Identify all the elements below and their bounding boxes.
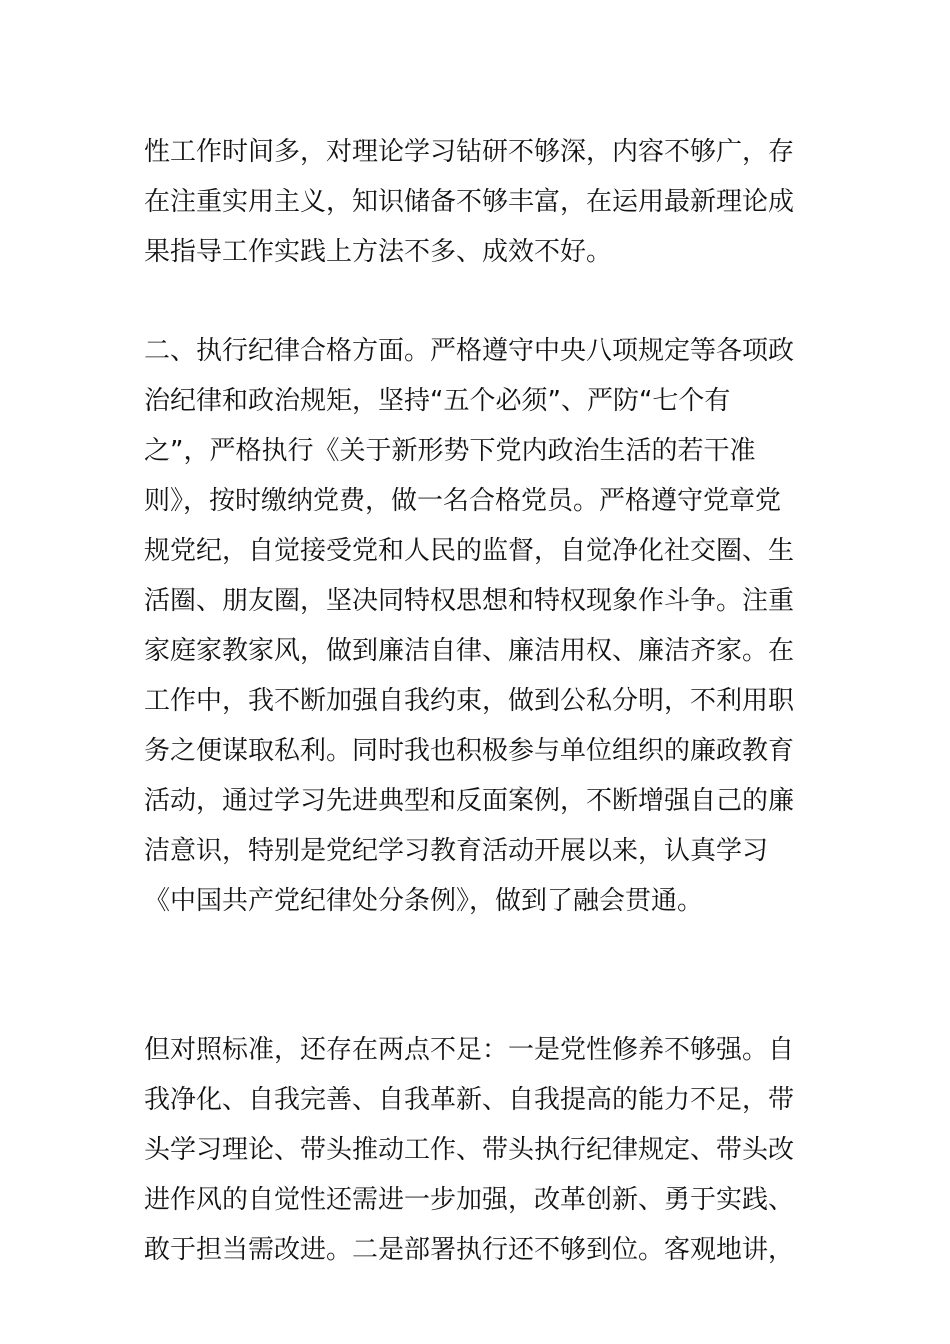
paragraph-line: 《中国共产党纪律处分条例》，做到了融会贯通。 (144, 886, 704, 916)
paragraph-line: 规党纪，自觉接受党和人民的监督，自觉净化社交圈、生 (144, 536, 795, 566)
paragraph-line: 家庭家教家风，做到廉洁自律、廉洁用权、廉洁齐家。在 (144, 636, 795, 666)
paragraph-line: 性工作时间多，对理论学习钻研不够深，内容不够广，存 (144, 137, 795, 167)
paragraph-line: 但对照标准，还存在两点不足：一是党性修养不够强。自 (144, 1035, 795, 1065)
paragraph-line: 工作中，我不断加强自我约束，做到公私分明，不利用职 (144, 686, 795, 716)
paragraph-2 (144, 326, 824, 926)
paragraph-line: 我净化、自我完善、自我革新、自我提高的能力不足，带 (144, 1085, 795, 1115)
paragraph-3 (144, 1025, 824, 1275)
paragraph-line: 务之便谋取私利。同时我也积极参与单位组织的廉政教育 (144, 736, 795, 766)
paragraph-line: 进作风的自觉性还需进一步加强，改革创新、勇于实践、 (144, 1185, 795, 1215)
paragraph-line: 洁意识，特别是党纪学习教育活动开展以来，认真学习 (144, 836, 769, 866)
paragraph-line: 头学习理论、带头推动工作、带头执行纪律规定、带头改 (144, 1135, 795, 1165)
paragraph-line: 活圈、朋友圈，坚决同特权思想和特权现象作斗争。注重 (144, 586, 795, 616)
paragraph-line: 敢于担当需改进。二是部署执行还不够到位。客观地讲， (144, 1235, 795, 1265)
paragraph-line: 则》，按时缴纳党费，做一名合格党员。严格遵守党章党 (144, 486, 782, 516)
paragraph-line: 二、执行纪律合格方面。严格遵守中央八项规定等各项政 (144, 336, 795, 366)
paragraph-line: 果指导工作实践上方法不多、成效不好。 (144, 237, 613, 267)
paragraph-line: 在注重实用主义，知识储备不够丰富，在运用最新理论成 (144, 187, 795, 217)
paragraph-line: 治纪律和政治规矩，坚持“五个必须”、严防“七个有 (144, 386, 731, 416)
paragraph-line: 活动，通过学习先进典型和反面案例，不断增强自己的廉 (144, 786, 795, 816)
paragraph-1 (144, 127, 824, 277)
paragraph-line: 之”，严格执行《关于新形势下党内政治生活的若干准 (144, 436, 756, 466)
